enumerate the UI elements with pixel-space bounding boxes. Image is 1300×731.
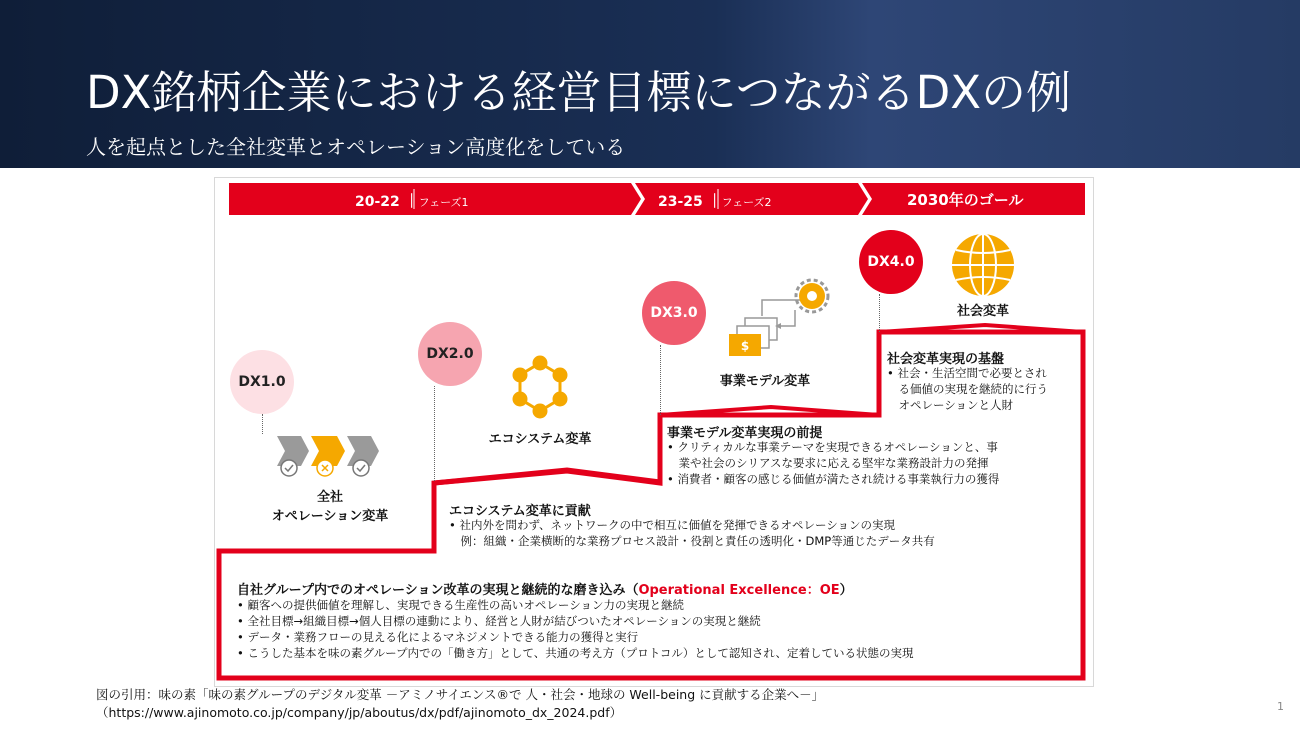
page-subtitle: 人を起点とした全社変革とオペレーション高度化をしている [86, 135, 626, 159]
base-box-bullets: • 顧客への提供価値を理解し、実現できる生産性の高いオペレーション力の実現と継続 • 全社目標→組織目標→個人目標の連動により、経営と人財が結びついたオペレーションの実現と継続 • データ・業務フローの見える化によるマネジメントできる能力の獲得と実行 • こうした基本を味の素グループ内での「働き方」として、共通の考え方（プロトコル）として認知され、定着している状態の実現 [237, 598, 914, 660]
base-box-title: 自社グループ内でのオペレーション改革の実現と継続的な磨き込み（Operational Excellence：OE） [237, 583, 853, 598]
globe-icon [952, 234, 1014, 296]
phase-label-1: 20-22 ｜フェーズ1 [355, 194, 469, 210]
slide-header [0, 0, 1300, 168]
stage-label-dx1-line1: 全社 [316, 490, 343, 505]
phase-label-3: 2030年のゴール [907, 191, 1024, 209]
dx4-badge: DX4.0 [859, 230, 923, 294]
stage-label-dx4: 社会変革 [956, 304, 1009, 319]
phase-label-2: 23-25 ｜フェーズ2 [658, 194, 772, 210]
business-model-icon [729, 280, 828, 356]
society-box-title: 社会変革実現の基盤 [887, 352, 1005, 367]
page-title: DX銘柄企業における経営目標につながるDXの例 [86, 66, 1072, 119]
ecosystem-box-title: エコシステム変革に貢献 [449, 504, 591, 519]
svg-text:$: $ [740, 339, 750, 353]
stage-label-dx3: 事業モデル変革 [719, 374, 811, 389]
business-box-title: 事業モデル変革実現の前提 [667, 426, 823, 441]
ecosystem-network-icon [514, 357, 566, 417]
stage-label-dx2: エコシステム変革 [488, 432, 592, 447]
dx3-badge: DX3.0 [642, 281, 706, 345]
business-box-bullets: • クリティカルな事業テーマを実現できるオペレーションと、事 業や社会のシリアスな要求に応える堅牢な業務設計力の発揮 • 消費者・顧客の感じる価値が満たされ続ける事業執行力の獲得 [667, 440, 1000, 486]
operation-arrows-icon [277, 436, 379, 476]
page-number: 1 [1277, 700, 1284, 713]
dx1-badge: DX1.0 [230, 350, 294, 414]
figure-citation: 図の引用：味の素「味の素グループのデジタル変革 －アミノサイエンス®で 人・社会・地球の Well-being に貢献する企業へ－」 （https://www.ajinomoto.co.jp/company/jp/aboutus/dx/pdf/ajinomoto_dx_2024.pdf） [96, 687, 825, 720]
dx2-badge: DX2.0 [418, 322, 482, 386]
dx-roadmap-figure [214, 177, 1094, 687]
stage-label-dx1-line2: オペレーション変革 [271, 509, 389, 524]
society-box-bullets: • 社会・生活空間で必要とされ る価値の実現を継続的に行う オペレーションと人財 [887, 366, 1048, 412]
ecosystem-box-bullets: • 社内外を問わず、ネットワークの中で相互に価値を発揮できるオペレーションの実現 例：組織・企業横断的な業務プロセス設計・役割と責任の透明化・DMP等通じたデータ共有 [449, 518, 935, 548]
